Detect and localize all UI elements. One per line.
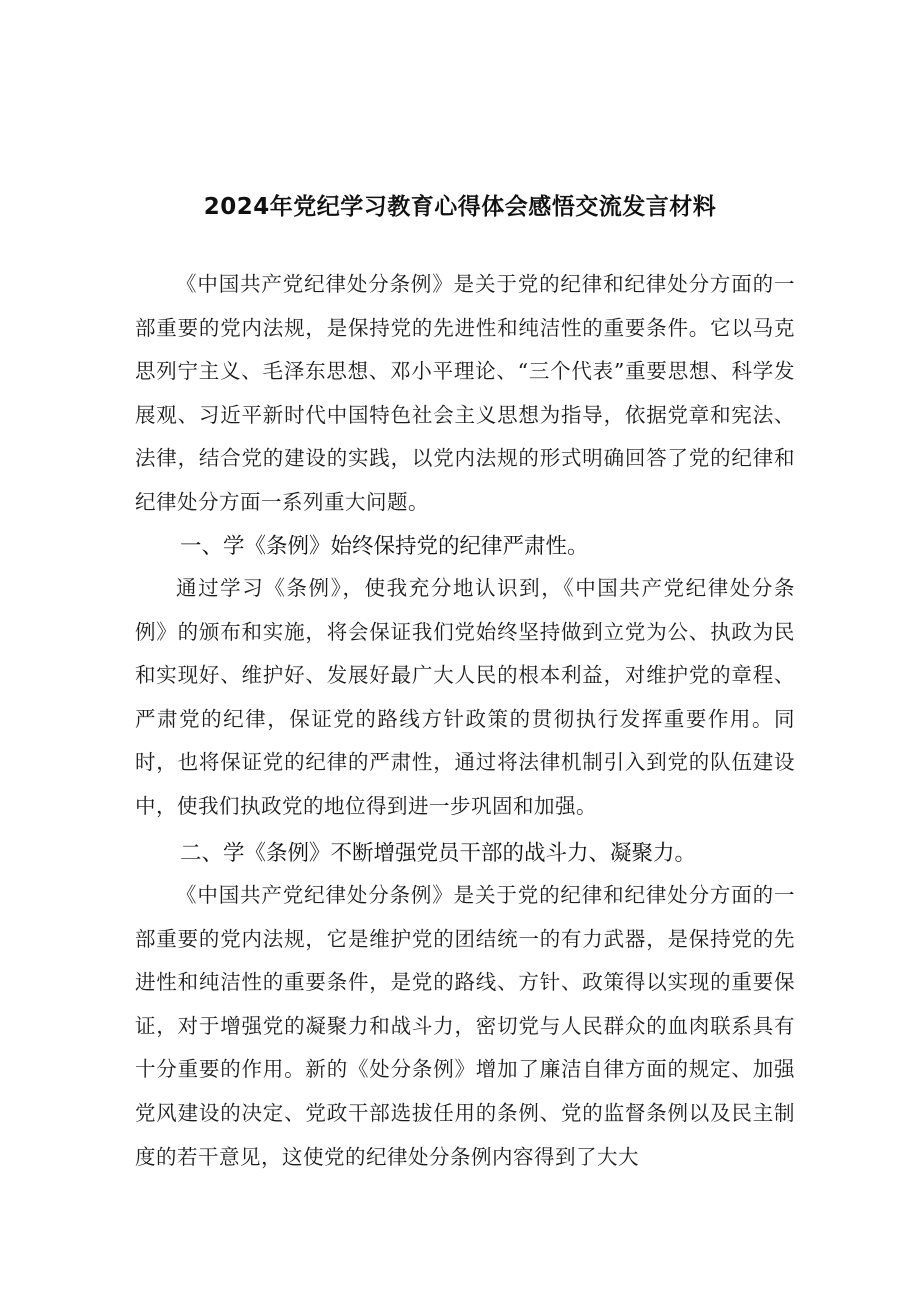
paragraph-intro: 《中国共产党纪律处分条例》是关于党的纪律和纪律处分方面的一部重要的党内法规，是保持党的先进性和纯洁性的重要条件。它以马克思列宁主义、毛泽东思想、邓小平理论、“三个代表”重要思想、科学发展观、习近平新时代中国特色社会主义思想为指导，依据党章和宪法、法律，结合党的建设的实践，以党内法规的形式明确回答了党的纪律和纪律处分方面一系列重大问题。 (135, 272, 795, 514)
paragraph-section-2: 《中国共产党纪律处分条例》是关于党的纪律和纪律处分方面的一部重要的党内法规，它是维护党的团结统一的有力武器，是保持党的先进性和纯洁性的重要条件，是党的路线、方针、政策得以实现的重要保证，对于增强党的凝聚力和战斗力，密切党与人民群众的血肉联系具有十分重要的作用。新的《处分条例》增加了廉洁自律方面的规定、加强党风建设的决定、党政干部选拔任用的条例、党的监督条例以及民主制度的若干意见，这使党的纪律处分条例内容得到了大大 (135, 883, 795, 1169)
section-heading-2: 二、学《条例》不断增强党员干部的战斗力、凝聚力。 (180, 841, 697, 866)
section-heading-1: 一、学《条例》始终保持党的纪律严肃性。 (180, 534, 589, 559)
document-title: 2024年党纪学习教育心得体会感悟交流发言材料 (203, 194, 717, 221)
paragraph-section-1: 通过学习《条例》，使我充分地认识到，《中国共产党纪律处分条例》的颁布和实施，将会保证我们党始终坚持做到立党为公、执政为民和实现好、维护好、发展好最广大人民的根本利益，对维护党的章程、严肃党的纪律，保证党的路线方针政策的贯彻执行发挥重要作用。同时，也将保证党的纪律的严肃性，通过将法律机制引入到党的队伍建设中，使我们执政党的地位得到进一步巩固和加强。 (135, 576, 795, 818)
